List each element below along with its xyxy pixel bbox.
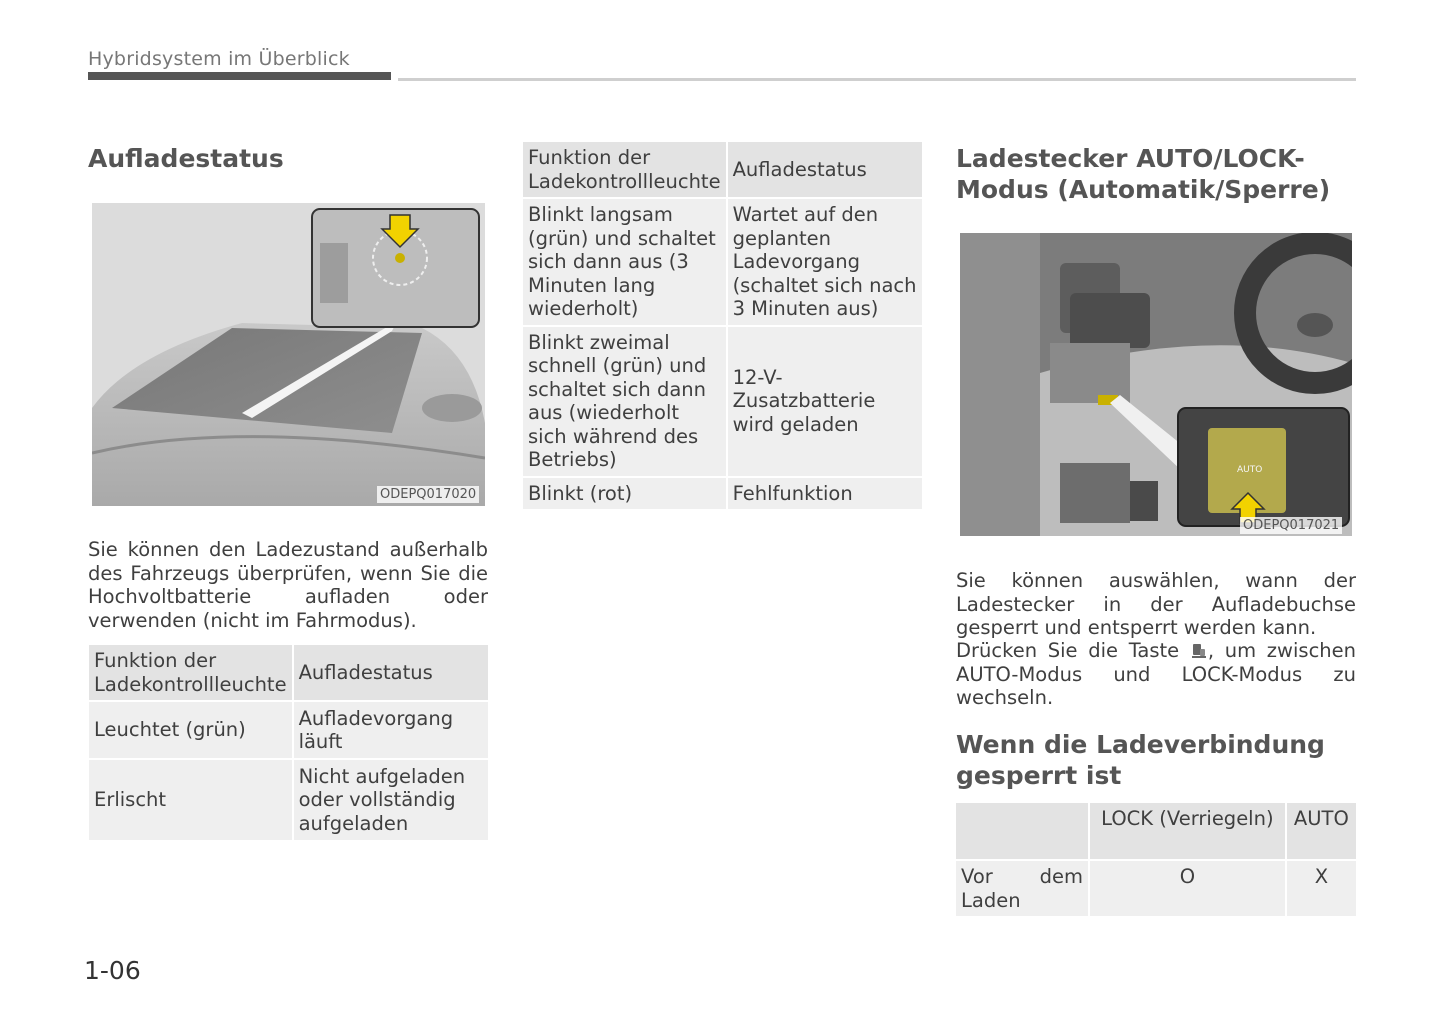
paragraph-text-end: , um zwischen AUTO-Modus und LOCK-Modus zu wechseln. (956, 639, 1357, 709)
table-header: LOCK (Verriegeln) (1090, 803, 1285, 859)
table-cell: Vor dem Laden (956, 861, 1088, 916)
figure-windshield-indicator (92, 203, 485, 506)
table-cell: Blinkt langsam (grün) und schaltet sich dann aus (3 Minuten lang wiederholt) (523, 199, 726, 325)
table-row (523, 327, 922, 476)
table-header (956, 803, 1088, 859)
table-row (89, 760, 488, 840)
table-cell: Blinkt (rot) (523, 478, 726, 510)
paragraph-text-start: Drücken Sie die Taste (956, 639, 1180, 662)
table-cell: Wartet auf den geplanten Ladevorgang (schaltet sich nach 3 Minuten aus) (728, 199, 922, 325)
table-cell: Fehlfunktion (728, 478, 922, 510)
table-row (89, 702, 488, 758)
figure-code: ODEPQ017021 (1240, 517, 1342, 534)
paragraph-charge-status: Sie können den Ladezustand außerhalb des Fahrzeugs überprüfen, wenn Sie die Hochvoltbatterie aufladen oder verwenden (nicht im Fahrmodus). (88, 538, 488, 632)
header-bar (88, 72, 391, 80)
table-header: Funktion der Ladekontrollleuchte (89, 645, 292, 700)
figure-dashboard-button (960, 233, 1352, 536)
table-cell: Blinkt zweimal schnell (grün) und schaltet sich dann aus (wiederholt sich während des Betriebs) (523, 327, 726, 476)
table-header: Aufladestatus (728, 142, 922, 197)
page-number: 1-06 (84, 956, 141, 985)
table-cell: O (1090, 861, 1285, 916)
table-cell: Erlischt (89, 760, 292, 840)
table-cell: Leuchtet (grün) (89, 702, 292, 758)
table-row (523, 199, 922, 325)
table-cell: X (1287, 861, 1356, 916)
button-label-auto: AUTO (1237, 465, 1263, 475)
table-header: Funktion der Ladekontrollleuchte (523, 142, 726, 197)
table-lock-modes (954, 801, 1358, 918)
table-charge-indicator (87, 643, 490, 842)
section-header: Hybridsystem im Überblick (88, 48, 350, 70)
table-cell: Aufladevorgang läuft (294, 702, 488, 758)
table-cell: 12-V-Zusatzbatterie wird geladen (728, 327, 922, 476)
table-row (956, 861, 1356, 916)
charge-lock-button-icon (1191, 641, 1207, 658)
heading-auto-lock-mode: Ladestecker AUTO/LOCK-Modus (Automatik/Sperre) (956, 144, 1331, 204)
dashboard-illustration (960, 233, 1352, 536)
figure-code: ODEPQ017020 (377, 486, 479, 503)
paragraph-press-button (956, 639, 1356, 710)
table-header: Aufladestatus (294, 645, 488, 700)
table-charge-indicator-continued (521, 140, 924, 511)
windshield-illustration (92, 203, 485, 506)
heading-aufladestatus: Aufladestatus (88, 144, 284, 173)
paragraph-select-lock-time: Sie können auswählen, wann der Ladestecker in der Aufladebuchse gesperrt und entsperrt werden kann. (956, 569, 1356, 639)
subheading-locked-connection: Wenn die Ladeverbindung gesperrt ist (956, 730, 1325, 790)
table-cell: Nicht aufgeladen oder vollständig aufgeladen (294, 760, 488, 840)
table-row (523, 478, 922, 510)
header-rule (398, 78, 1356, 81)
table-header: AUTO (1287, 803, 1356, 859)
